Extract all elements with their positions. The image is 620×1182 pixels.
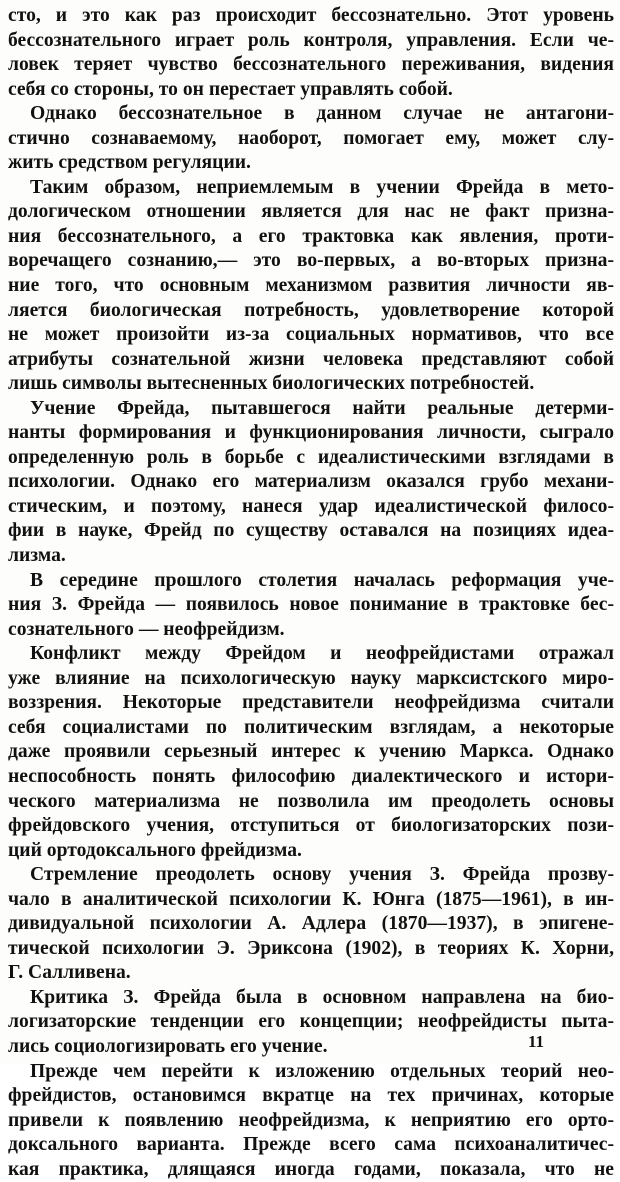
text-line: лись социологизировать его учение. (8, 1035, 328, 1057)
text-line: себя социалистами по политическим взглядам, а некоторые (8, 716, 614, 738)
paragraph (8, 863, 614, 986)
text-line: лизма. (8, 545, 66, 567)
text-line: стично сознаваемому, наоборот, помогает ему, может слу- (8, 127, 614, 149)
text-line: не может произойти из-за социальных нормативов, что все (8, 324, 614, 346)
text-line: Таким образом, неприемлемым в учении Фрейда в мето- (30, 176, 614, 198)
text-line: даже проявили серьезный интерес к учению Маркса. Однако (8, 741, 614, 763)
text-line: определенную роль в борьбе с идеалистическими взглядами в (8, 446, 614, 468)
text-line: фрейдовского учения, отступиться от биологизаторских пози- (8, 815, 614, 837)
paragraph (8, 176, 614, 397)
text-line: уже влияние на психологическую науку марксистского миро- (8, 667, 614, 689)
paragraph (8, 102, 614, 176)
text-line: Однако бессознательное в данном случае не антагони- (30, 103, 614, 125)
text-line: жить средством регуляции. (8, 152, 251, 174)
text-line: бессознательного играет роль контроля, управления. Если че- (8, 29, 614, 51)
paragraph (8, 397, 614, 569)
text-line: атрибуты сознательной жизни человека представляют собой (8, 348, 614, 370)
text-line: сознательного — неофрейдизм. (8, 618, 285, 640)
paragraph (8, 4, 614, 102)
text-line: воречащего сознанию,— это во-первых, а во-вторых призна- (8, 250, 614, 272)
paragraph (8, 642, 614, 863)
text-line: привели к появлению неофрейдизма, к неприятию его орто- (8, 1109, 614, 1131)
text-line: Учение Фрейда, пытавшегося найти реальные детерми- (30, 397, 614, 419)
text-line: Стремление преодолеть основу учения З. Фрейда прозву- (30, 864, 614, 886)
text-line: психологии. Однако его материализм оказался грубо механи- (8, 471, 614, 493)
text-line: ловек теряет чувство бессознательного переживания, видения (8, 54, 614, 76)
text-line: чало в аналитической психологии К. Юнга (1875—1961), в ин- (8, 888, 614, 910)
text-line: дологическом отношении является для нас не факт призна- (8, 201, 614, 223)
text-line: нанты формирования и функционирования личности, сыграло (8, 422, 614, 444)
paragraph (8, 986, 614, 1060)
text-line: кая практика, длящаяся иногда годами, показала, что не (8, 1158, 614, 1180)
text-line: стическим, и поэтому, нанеся удар идеалистической филосо- (8, 495, 614, 517)
text-line: ние того, что основным механизмом развития личности яв- (8, 275, 614, 297)
body-text (8, 4, 614, 1182)
text-line: Конфликт между Фрейдом и неофрейдистами отражал (30, 643, 614, 665)
text-line: ческого материализма не позволила им преодолеть основы (8, 790, 614, 812)
text-line: ния З. Фрейда — появилось новое понимание в трактовке бес- (8, 594, 614, 616)
text-line: лишь символы вытесненных биологических потребностей. (8, 373, 535, 395)
paragraph (8, 1060, 614, 1182)
text-line: доксального варианта. Прежде всего сама психоаналитичес- (8, 1134, 614, 1156)
text-line: себя со стороны, то он перестает управлять собой. (8, 78, 453, 100)
text-line: сто, и это как раз происходит бессознательно. Этот уровень (8, 5, 614, 26)
text-line: фрейдистов, остановимся вкратце на тех причинах, которые (8, 1085, 614, 1107)
text-line: воззрения. Некоторые представители неофрейдизма считали (8, 692, 614, 714)
text-line: ций ортодоксального фрейдизма. (8, 839, 302, 861)
text-line: неспособность понять философию диалектического и истори- (8, 765, 614, 787)
text-line: фии в науке, Фрейд по существу оставался на позициях идеа- (8, 520, 614, 542)
text-line: Критика З. Фрейда была в основном направлена на био- (30, 986, 614, 1008)
text-line: ния бессознательного, а его трактовка как явления, проти- (8, 225, 614, 247)
page-number: 11 (528, 1032, 545, 1051)
text-line: логизаторские тенденции его концепции; неофрейдисты пыта- (8, 1011, 614, 1033)
text-line: Прежде чем перейти к изложению отдельных теорий нео- (30, 1060, 614, 1082)
text-line: В середине прошлого столетия началась реформация уче- (30, 569, 614, 591)
paragraph (8, 569, 614, 643)
text-line: ляется биологическая потребность, удовлетворение которой (8, 299, 614, 321)
text-line: дивидуальной психологии А. Адлера (1870—1937), в эпигене- (8, 913, 614, 935)
text-line: Г. Салливена. (8, 962, 131, 984)
text-line: тической психологии Э. Эриксона (1902), в теориях К. Хорни, (8, 937, 614, 959)
